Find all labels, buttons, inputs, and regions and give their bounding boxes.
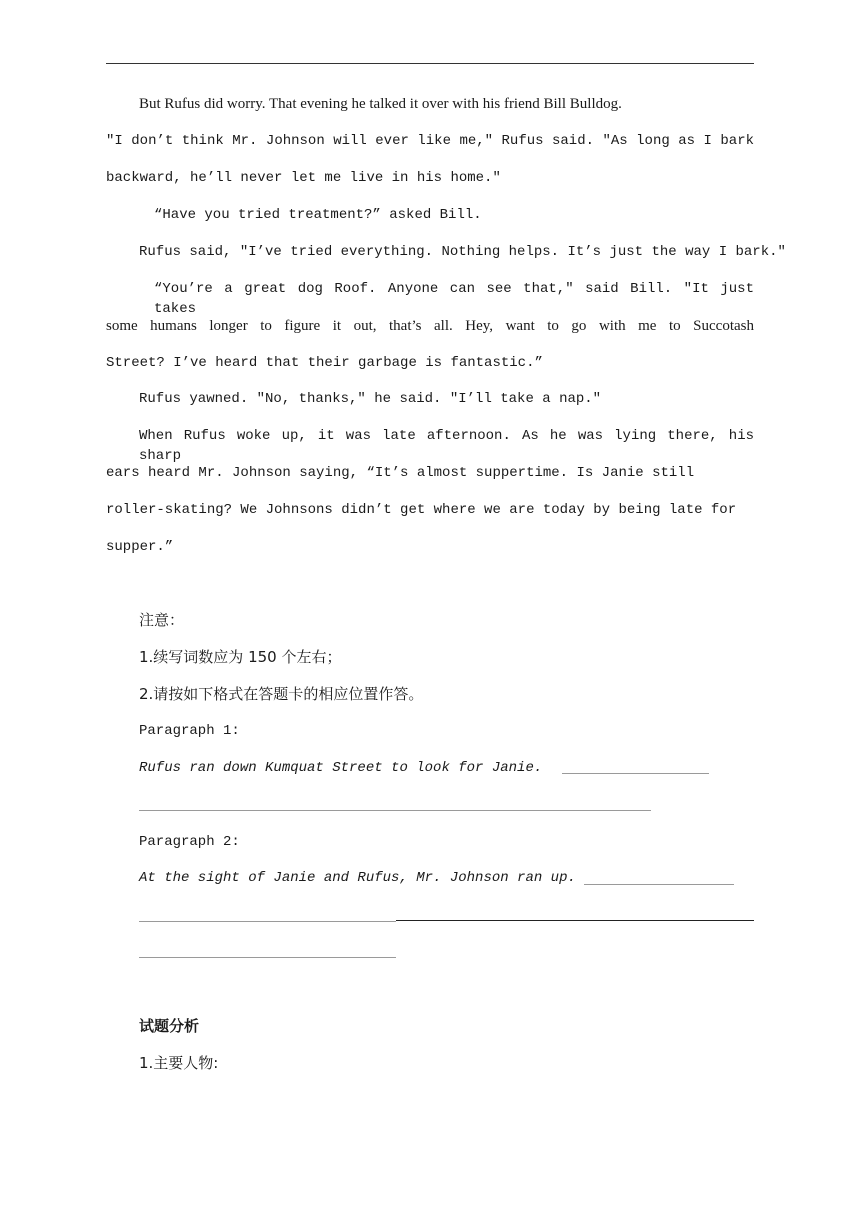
answer-blank-1b[interactable]: [139, 810, 651, 811]
passage-line-3: backward, he’ll never let me live in his home.": [106, 170, 501, 186]
passage-line-4: “Have you tried treatment?” asked Bill.: [154, 207, 482, 223]
paragraph-2-opening: At the sight of Janie and Rufus, Mr. Johnson ran up.: [139, 870, 576, 886]
passage-line-7: some humans longer to figure it out, that’s all. Hey, want to go with me to Succotash: [106, 318, 754, 334]
analysis-item-1: 1.主要人物:: [139, 1054, 219, 1072]
notes-heading: 注意：: [139, 611, 185, 629]
answer-blank-2a[interactable]: [584, 884, 734, 885]
answer-blank-1a[interactable]: [562, 773, 709, 774]
answer-blank-2b[interactable]: [139, 921, 396, 922]
paragraph-1-label: Paragraph 1:: [139, 723, 240, 739]
answer-blank-2d[interactable]: [139, 957, 396, 958]
passage-line-2: "I don’t think Mr. Johnson will ever like me," Rufus said. "As long as I bark: [106, 133, 754, 149]
passage-line-6: “You’re a great dog Roof. Anyone can see that," said Bill. "It just takes: [154, 281, 754, 317]
analysis-heading: 试题分析: [139, 1017, 200, 1035]
paragraph-2-label: Paragraph 2:: [139, 834, 240, 850]
answer-blank-2c[interactable]: [396, 920, 754, 921]
notes-rule-2: 2.请按如下格式在答题卡的相应位置作答。: [139, 685, 424, 703]
passage-line-12: roller-skating? We Johnsons didn’t get where we are today by being late for: [106, 502, 737, 518]
paragraph-1-opening: Rufus ran down Kumquat Street to look for Janie.: [139, 760, 543, 776]
notes-rule-1: 1.续写词数应为 150 个左右；: [139, 648, 342, 666]
passage-line-13: supper.”: [106, 539, 174, 555]
passage-line-9: Rufus yawned. "No, thanks," he said. "I’ll take a nap.": [139, 391, 602, 407]
passage-line-5: Rufus said, "I’ve tried everything. Nothing helps. It’s just the way I bark.": [139, 244, 786, 260]
passage-line-1: But Rufus did worry. That evening he talked it over with his friend Bill Bulldog.: [139, 96, 622, 112]
passage-line-11: ears heard Mr. Johnson saying, “It’s almost suppertime. Is Janie still: [106, 465, 695, 481]
passage-line-8: Street? I’ve heard that their garbage is fantastic.”: [106, 355, 543, 371]
header-rule: [106, 63, 754, 64]
passage-line-10: When Rufus woke up, it was late afternoon. As he was lying there, his sharp: [139, 428, 754, 464]
